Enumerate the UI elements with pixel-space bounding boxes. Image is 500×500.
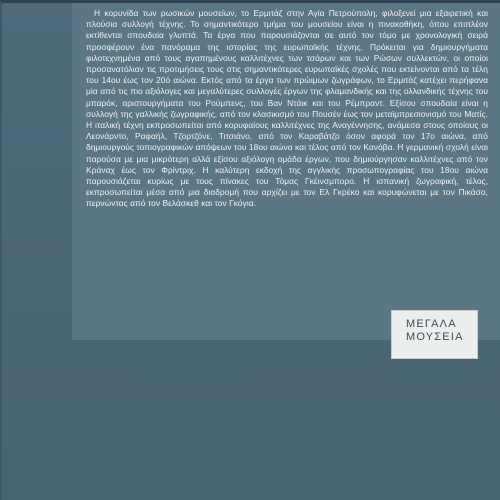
series-label	[391, 310, 478, 359]
series-label-line-1: ΜΕΓΑΛΑ	[406, 318, 457, 330]
back-cover-blurb: Η κορυνίδα των ρωσικών μουσείων, το Ερμιτάζ στην Αγία Πετρούπολη, φιλοξενεί μια εξαιρετική και πλούσια συλλογή τέχνης. Το σημαντικότερο τμήμα του μουσείου είναι η πινακοθήκη, όπου επιπλέον εκτίθενται σπουδαία γλυπτά. Τα έργα που παρουσιάζονται σε αυτό τον τόμο με χρονολογική σειρά προσφέρουν ένα πανόραμα της ιστορίας της ευρωπαϊκής τέχνης. Πρόκειται για δημιουργήματα φιλοτεχνημένα από τους αγαπημένους καλλιτέχνες των τσάρων και των Ρώσων συλλεκτών, οι οποίοι προσανατόλιαν τις προτιμήσεις τους στις σημαντικότερες ευρωπαϊκές σχολές που εκτείνονται από τα τέλη του 14ου έως τον 20ό αιώνα. Εκτός από τα έργα των πρώιμων ζωγράφων, το Ερμιτάζ κατέχει περήφανα μία από τις πιο αξιόλογες και μεγαλύτερες συλλογές έργων της φλαμανδικής και της ολλανδικής τέχνης του μπαρόκ, αριστουργήματα του Ρούμπενς, του Βαν Ντάικ και του Ρέμπραντ. Εξίσου σπουδαία είναι η συλλογή της γαλλικής ζωγραφικής, από τον κλασικισμό του Πουσέν έως τον μεταϊμπρεσιονισμό του Ματίς. Η ιταλική τέχνη εκπροσωπείται από κορυφαίους καλλιτέχνες της Αναγέννησης, ανάμεσα στους οποίους οι Λεονάρντο, Ραφαήλ, Τζορτζόνε, Τιτσιάνο, από τον Καραβάτζο όσον αφορά τον 17ο αιώνα, από δημιουργούς τοπιογραφικών απόψεων του 18ου αιώνα και τέλος από τον Κανόβα. Η γερμανική σχολή είναι παρούσα με μια μικρότερη αλλά εξίσου αξιόλογη ομάδα έργων, που δημιούργησαν καλλιτέχνες από τον Κράναχ έως τον Φρίντριχ. Η καλύτερη εκδοχή της αγγλικής προσωπογραφίας του 18ου αιώνα παρουσιάζεται κυρίως με τους πίνακες του Τόμας Γκέινσμπορο. Η ισπανική ζωγραφική, τέλος, εκπροσωπείται μέσα από μια διαδρομή που αρχίζει με τον Ελ Γκρέκο και κορυφώνεται με τον Πικάσο, περνώντας από τον Βελάσκεθ και τον Γκόγια.	[86, 8, 488, 209]
series-label-line-2: ΜΟΥΣΕΙΑ	[406, 331, 464, 343]
